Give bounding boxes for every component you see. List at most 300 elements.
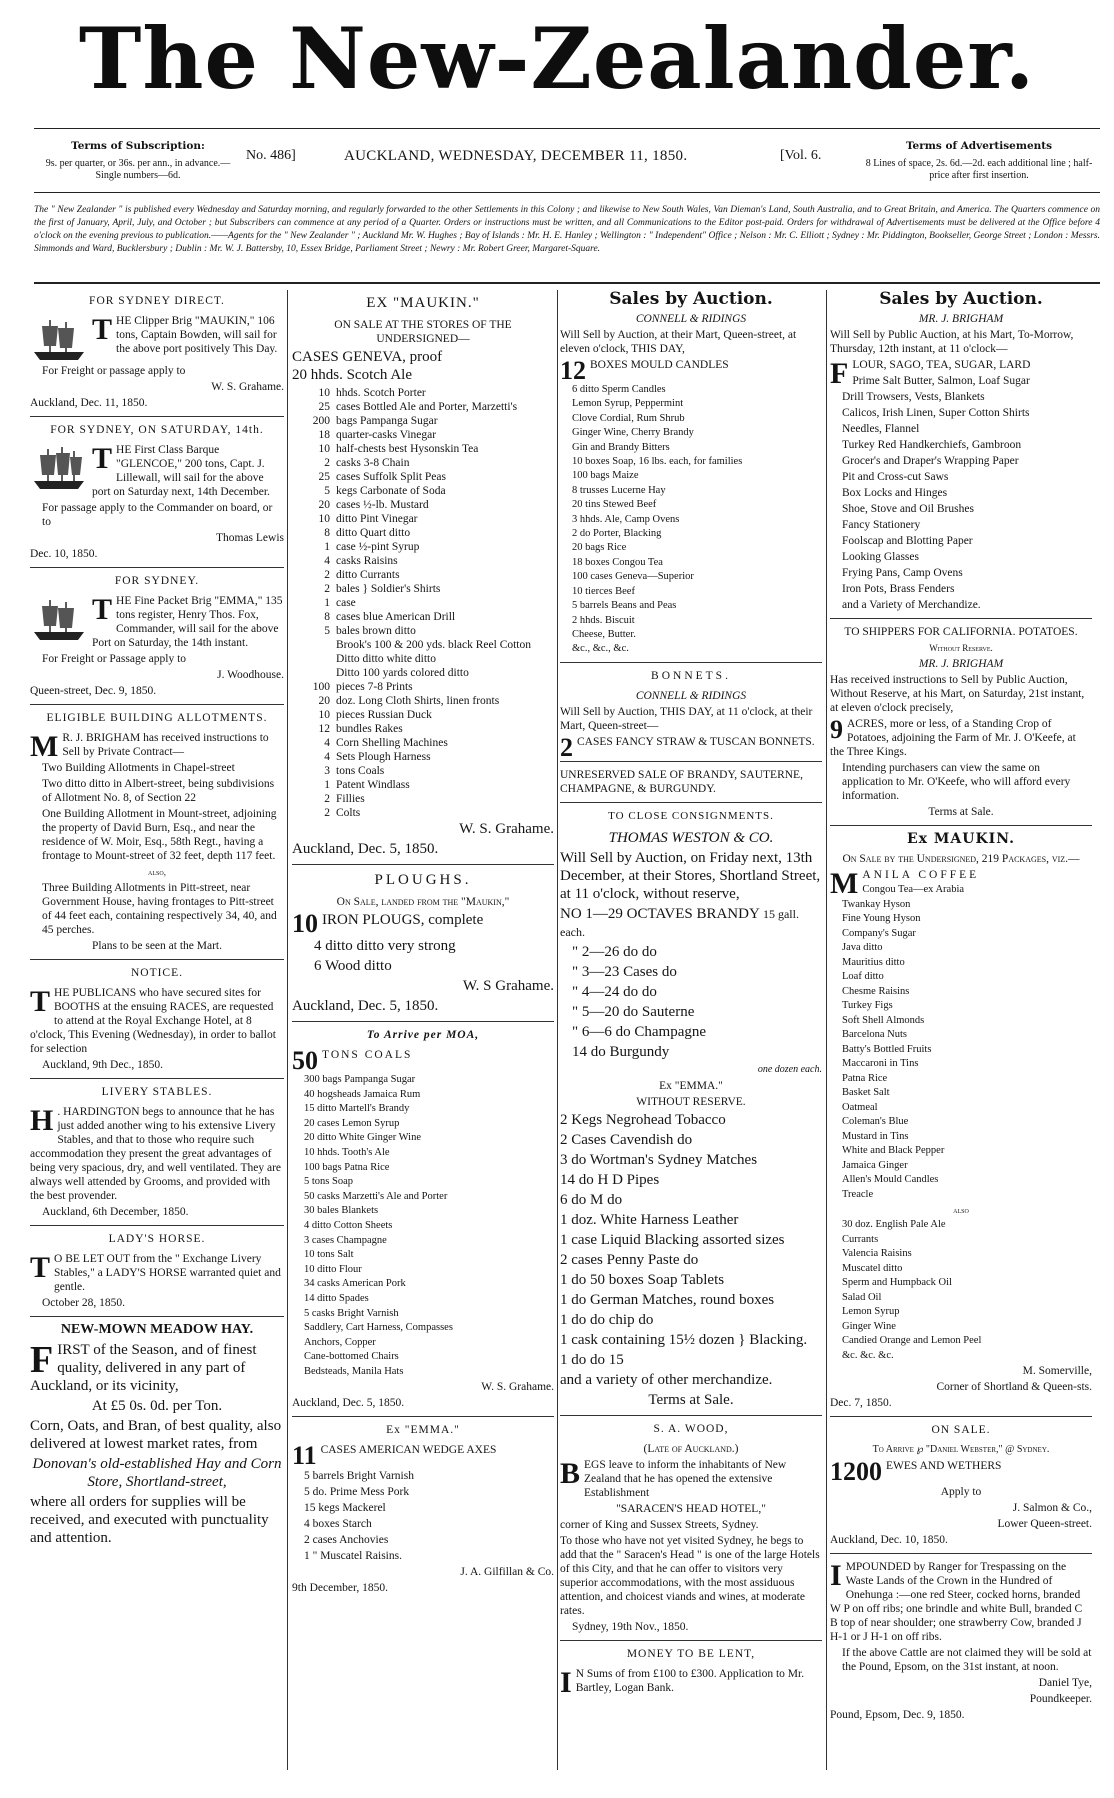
ad-date: Auckland, Dec. 5, 1850. [292, 841, 439, 857]
goods-item: Valencia Raisins [842, 1248, 912, 1259]
goods-item: 2 Kegs Negrohead Tobacco [560, 1111, 726, 1128]
ad-rule [30, 704, 284, 705]
ad-heading: ON SALE. [931, 1424, 991, 1436]
goods-item [292, 708, 554, 722]
goods-description: bags Pampanga Sugar [336, 415, 438, 427]
goods-item [292, 778, 554, 792]
goods-description: doz. Long Cloth Shirts, linen fronts [336, 695, 500, 707]
goods-item: 8 trusses Lucerne Hay [572, 484, 666, 496]
ad-heading: Ex MAUKIN. [907, 831, 1015, 847]
ad-signature: Thomas Lewis [215, 532, 284, 544]
goods-list [830, 374, 1092, 612]
ad-lead: CASES GENEVA, proof 20 hhds. Scotch Ale [292, 349, 443, 383]
goods-quantity: 2 [324, 457, 330, 469]
ad-text: On Sale, landed from the "Maukin," [336, 896, 510, 908]
column-3 [560, 290, 822, 1780]
ad-rule [560, 1640, 822, 1641]
list-item: 4 ditto ditto very strong [314, 938, 456, 954]
goods-item: White and Black Pepper [842, 1145, 945, 1156]
ad-body: THE PUBLICANS who have secured sites for BOOTHS at the ensuing RACES, are requested to attend at the Royal Exchange Hotel, at 8 o'clock, This Evening (Wednesday), in order to ballot for selection [30, 985, 276, 1055]
ad-body: Will Sell by Auction, at their Mart, Queen-street, at eleven o'clock, THIS DAY, [560, 329, 797, 355]
ad-heading: FOR SYDNEY DIRECT. [89, 295, 225, 307]
goods-item: 6 do M do [560, 1191, 623, 1208]
goods-description: bales brown ditto [336, 625, 416, 637]
goods-item: 4 boxes Starch [304, 1518, 372, 1531]
column-1 [30, 290, 284, 1780]
ad-lead: 2 CASES FANCY STRAW & TUSCAN BONNETS. [560, 732, 815, 762]
goods-item: 1 do do 15 [560, 1351, 624, 1368]
goods-quantity: 1 [324, 779, 330, 791]
ad-date: Auckland, Dec. 11, 1850. [30, 397, 148, 409]
ad-body: Has received instructions to Sell by Public Auction, Without Reserve, at his Mart, on Saturday, 21st instant, at eleven o'clock precisely, [830, 674, 1085, 714]
goods-item: Oatmeal [842, 1101, 878, 1113]
goods-list [292, 1469, 554, 1563]
ad-signature: W. S. Grahame. [211, 381, 284, 393]
ad-body: M R. J. BRIGHAM has received instructions to Sell by Private Contract— [30, 730, 269, 763]
goods-quantity: 18 [318, 429, 330, 441]
ad-text: (Late of Auckland.) [643, 1442, 739, 1455]
goods-item: Saddlery, Cart Harness, Compasses [304, 1322, 453, 1334]
ad-rule [830, 1416, 1092, 1417]
goods-item: 30 doz. English Pale Ale [842, 1219, 946, 1230]
ad-rule [292, 1021, 554, 1022]
ad-address: Lower Queen-street. [997, 1518, 1092, 1530]
ad-text: also, [148, 867, 166, 877]
issue-header [34, 134, 1100, 184]
goods-description: case ½-pint Syrup [336, 541, 420, 553]
goods-quantity [292, 652, 336, 666]
ship-icon [30, 445, 88, 491]
ad-text: and a variety of other merchandize. [560, 1371, 773, 1388]
goods-item: 20 cases Lemon Syrup [304, 1117, 400, 1129]
ad-heading: NEW-MOWN MEADOW HAY. [60, 1322, 254, 1337]
goods-item: 2 cases Anchovies [304, 1534, 389, 1547]
column-rule [557, 290, 558, 1770]
ad-text: corner of King and Sussex Streets, Sydney. [560, 1518, 759, 1531]
goods-item: Frying Pans, Camp Ovens [842, 567, 963, 579]
goods-item [292, 638, 554, 652]
goods-quantity: 4 [324, 555, 330, 567]
ad-rule [30, 959, 284, 960]
ad-date: Dec. 7, 1850. [830, 1397, 892, 1409]
dateline: AUCKLAND, WEDNESDAY, DECEMBER 11, 1850. [344, 148, 688, 164]
ad-signature: Daniel Tye, [1038, 1677, 1092, 1689]
goods-item: Calicos, Irish Linen, Super Cotton Shirts [842, 407, 1030, 419]
goods-description: Ditto 100 yards colored ditto [336, 667, 469, 679]
goods-description: Sets Plough Harness [336, 751, 431, 763]
goods-item: 1 do German Matches, round boxes [560, 1291, 775, 1308]
goods-item: 5 do. Prime Mess Pork [304, 1486, 410, 1499]
goods-description: hhds. Scotch Porter [336, 387, 426, 399]
goods-description: casks 3-8 Chain [336, 457, 410, 469]
goods-item [292, 470, 554, 484]
ad-heading: TO SHIPPERS FOR CALIFORNIA. POTATOES. [844, 626, 1078, 638]
goods-item [292, 596, 554, 610]
goods-description: quarter-casks Vinegar [336, 429, 437, 441]
ad-heading: Ex "EMMA." [386, 1424, 460, 1437]
goods-item: &c., &c., &c. [572, 643, 629, 655]
ad-signature: J. A. Gilfillan & Co. [460, 1566, 554, 1579]
ad-body: T O BE LET OUT from the " Exchange Livery Stables," a LADY'S HORSE warranted quiet and gentle. [30, 1251, 281, 1293]
goods-quantity: 5 [324, 485, 330, 497]
goods-item [292, 750, 554, 764]
ad-lead: 50 TONS COALS [292, 1046, 413, 1075]
goods-item: Cane-bottomed Chairs [304, 1351, 399, 1363]
goods-item: 14 do Burgundy [572, 1043, 670, 1060]
goods-item: Mauritius ditto [842, 956, 905, 968]
goods-quantity: 2 [324, 807, 330, 819]
goods-item: Lemon Syrup, Peppermint [572, 398, 684, 410]
ad-heading: BONNETS. [651, 669, 731, 682]
goods-description: Colts [336, 807, 361, 819]
ad-lead: NO 1—29 OCTAVES BRANDY 15 gall. each. [560, 905, 799, 939]
goods-quantity: 10 [318, 709, 330, 721]
goods-item: Anchors, Copper [304, 1336, 376, 1348]
goods-item: Jamaica Ginger [842, 1159, 908, 1171]
goods-item: Company's Sugar [842, 927, 916, 939]
ad-lead: 12 BOXES MOULD CANDLES [560, 356, 729, 385]
goods-item: 40 hogsheads Jamaica Rum [304, 1088, 421, 1100]
subscription-terms: Terms of Subscription: 9s. per quarter, or 36s. per ann., in advance.—Single numbers—6d. [45, 140, 231, 181]
goods-item: Coleman's Blue [842, 1116, 909, 1127]
goods-description: cases blue American Drill [336, 611, 456, 623]
goods-item: Clove Cordial, Rum Shrub [572, 412, 685, 424]
goods-item: 1 case Liquid Blacking assorted sizes [560, 1231, 785, 1248]
goods-item [292, 722, 554, 736]
goods-item: Loaf ditto [842, 971, 884, 982]
goods-item: Box Locks and Hinges [842, 487, 948, 499]
goods-item: 6 ditto Sperm Candles [572, 384, 666, 395]
goods-item: Chesme Raisins [842, 985, 910, 997]
goods-list [560, 384, 822, 656]
ad-heading: ELIGIBLE BUILDING ALLOTMENTS. [46, 712, 268, 724]
goods-item [292, 806, 554, 820]
goods-item: Shoe, Stove and Oil Brushes [842, 503, 974, 515]
ad-date: Sydney, 19th Nov., 1850. [572, 1620, 689, 1633]
goods-item: Prime Salt Butter, Salmon, Loaf Sugar [852, 375, 1030, 387]
goods-item: " 6—6 do Champagne [572, 1023, 707, 1040]
goods-item: 10 tierces Beef [572, 585, 635, 597]
ad-text: "SARACEN'S HEAD HOTEL," [616, 1502, 766, 1515]
goods-quantity [292, 666, 336, 680]
ad-text: For Freight or passage apply to [42, 365, 186, 377]
ad-rule [830, 618, 1092, 619]
goods-item [292, 652, 554, 666]
goods-list [292, 386, 554, 820]
ship-icon [30, 596, 88, 642]
ad-rule [30, 1225, 284, 1226]
ad-text: For Freight or Passage apply to [42, 653, 187, 665]
goods-quantity: 1 [324, 597, 330, 609]
ad-lead: FLOUR, SAGO, TEA, SUGAR, LARD [830, 357, 1031, 390]
goods-quantity: 4 [324, 751, 330, 763]
goods-item: and a Variety of Merchandize. [842, 599, 981, 611]
goods-item [292, 414, 554, 428]
goods-item: Candied Orange and Lemon Peel [842, 1335, 982, 1346]
ad-price: At £5 0s. 0d. per Ton. [91, 1398, 223, 1414]
ad-text: Terms at Sale. [648, 1391, 734, 1408]
list-item: Two Building Allotments in Chapel-street [42, 762, 235, 774]
ship-icon [30, 316, 88, 362]
ad-text: Without Reserve. [929, 643, 993, 653]
goods-item [292, 442, 554, 456]
ad-date: Pound, Epsom, Dec. 9, 1850. [830, 1709, 965, 1721]
goods-item: Congou Tea—ex Arabia [862, 884, 965, 895]
goods-item: 2 hhds. Biscuit [572, 614, 635, 626]
goods-item: 5 barrels Bright Varnish [304, 1470, 414, 1483]
ad-date: Auckland, Dec. 5, 1850. [292, 1397, 405, 1410]
goods-item [292, 624, 554, 638]
ad-body: THE Fine Packet Brig "EMMA," 135 tons register, Henry Thos. Fox, Commander, will sail for the above Port on Saturday, the 14th instant. [92, 593, 283, 649]
goods-description: half-chests best Hysonskin Tea [336, 443, 479, 455]
section-heading: Sales by Auction. [879, 290, 1043, 309]
ad-heading: TO CLOSE CONSIGNMENTS. [608, 809, 774, 822]
list-item: 6 Wood ditto [314, 958, 392, 974]
goods-quantity: 25 [318, 401, 330, 413]
goods-item: 1 doz. White Harness Leather [560, 1211, 739, 1228]
ad-note: one dozen each. [757, 1063, 822, 1075]
goods-quantity: 10 [318, 513, 330, 525]
ad-date: Auckland, 9th Dec., 1850. [42, 1059, 164, 1071]
ad-text: Corn, Oats, and Bran, of best quality, also delivered at lowest market rates, from [30, 1418, 282, 1452]
ad-signature: J. Woodhouse. [217, 669, 284, 681]
goods-item: 100 bags Patna Rice [304, 1161, 390, 1173]
goods-item: Twankay Hyson [842, 898, 911, 910]
ad-firm: CONNELL & RIDINGS [635, 313, 747, 325]
goods-item: Basket Salt [842, 1087, 890, 1098]
goods-item: 3 hhds. Ale, Camp Ovens [572, 513, 680, 525]
goods-item: 1 " Muscatel Raisins. [304, 1550, 402, 1563]
ad-date: Dec. 10, 1850. [30, 548, 98, 560]
goods-item [292, 666, 554, 680]
ad-lead: MANILA COFFEE [830, 867, 980, 900]
ad-signature: W. S. Grahame. [459, 821, 554, 837]
ad-heading: S. A. WOOD, [653, 1422, 729, 1435]
goods-item [292, 428, 554, 442]
ad-body: IMPOUNDED by Ranger for Trespassing on the Waste Lands of the Crown in the Hundred of Onehunga :—one red Steer, cocked horns, branded W P on off ribs; one brindle and white Bull, branded C B top of near shoulder; one strawberry Cow, branded J H-1 or J H-1 on off ribs. [830, 1559, 1083, 1643]
goods-item: Turkey Figs [842, 1000, 893, 1011]
goods-item: 18 boxes Congou Tea [572, 556, 663, 568]
ad-text: Intending purchasers can view the same on application to Mr. O'Keefe, who will afford every information. [842, 762, 1071, 802]
issue-number: No. 486] [246, 148, 296, 163]
masthead-rule [34, 128, 1100, 129]
ad-text: Plans to be seen at the Mart. [92, 940, 222, 952]
ad-firm: MR. J. BRIGHAM [918, 658, 1004, 670]
section-heading: Sales by Auction. [609, 290, 773, 309]
goods-item [292, 484, 554, 498]
column-2 [292, 290, 554, 1780]
publication-note: The " New Zealander " is published every Wednesday and Saturday morning, and regularly forwarded to the other Settlements in this Colony ; and likewise to New South Wales, Van Dieman's Land, South Australia, and to Great Britain, and America. The Quarters commence on the first of January, April, July, and October ; but Subscribers can commence at any period of a Quarter. Orders or instructions must be written, and all Communications to the Editor post-paid. Orders for withdrawal of Advertisements must be delivered at the Office before 4 o'clock on the evening previous to publication.——Agents for the " New Zealander " ; Auckland Mr. W. Hughes ; Bay of Islands : Mr. H. E. Hanley ; Wellington : " Independent" Office ; Nelson : Mr. C. Elliott ; Sydney : Mr. Piddington, Bookseller, George Street ; London : Messrs. Simmonds and Ward, Bucklersbury ; Dublin : Mr. W. J. Battersby, 10, Essex Bridge, Parliament Street ; Newry : Mr. Robert Greer, Margaret-Square. [34, 205, 1100, 254]
goods-quantity: 8 [324, 611, 330, 623]
ad-text: Terms at Sale. [928, 806, 994, 818]
goods-quantity: 100 [312, 681, 330, 693]
goods-item: 15 ditto Martell's Brandy [304, 1103, 410, 1115]
goods-quantity: 200 [312, 415, 330, 427]
ad-heading: MONEY TO BE LENT, [626, 1647, 756, 1660]
goods-item: Fine Young Hyson [842, 913, 921, 924]
ad-heading: LADY'S HORSE. [108, 1233, 206, 1245]
goods-item: Grocer's and Draper's Wrapping Paper [842, 455, 1019, 467]
goods-item: Soft Shell Almonds [842, 1014, 925, 1026]
goods-quantity: 20 [318, 695, 330, 707]
goods-item: Cheese, Butter. [572, 628, 636, 640]
goods-item: 5 tons Soap [304, 1176, 354, 1188]
goods-quantity: 20 [318, 499, 330, 511]
ad-rule [830, 825, 1092, 826]
ad-body: THE First Class Barque "GLENCOE," 200 tons, Capt. J. Lillewall, will sail for the above port on Saturday next, 14th December. [92, 442, 270, 498]
ad-body: I N Sums of from £100 to £300. Application to Mr. Bartley, Logan Bank. [560, 1665, 805, 1699]
ad-text: On Sale by the Undersigned, 219 Packages, viz.— [842, 853, 1080, 865]
goods-item: 20 bags Rice [572, 542, 627, 554]
goods-item: Muscatel ditto [842, 1262, 903, 1274]
goods-item: 14 ditto Spades [304, 1292, 369, 1304]
goods-item [292, 498, 554, 512]
goods-description: Brook's 100 & 200 yds. black Reel Cotton [336, 639, 532, 651]
ad-text: Donovan's old-established Hay and Corn Store, Shortland-street, [32, 1456, 282, 1490]
goods-item: Java ditto [842, 942, 883, 953]
ad-date: 9th December, 1850. [292, 1582, 388, 1595]
goods-description: Corn Shelling Machines [336, 737, 448, 749]
goods-quantity: 4 [324, 737, 330, 749]
goods-quantity: 2 [324, 793, 330, 805]
ad-heading: EX "MAUKIN." [366, 295, 480, 311]
goods-item [292, 736, 554, 750]
ad-text: Ex "EMMA." [659, 1079, 723, 1092]
goods-item: Allen's Mould Candles [842, 1174, 939, 1185]
goods-list [830, 1219, 1092, 1362]
goods-quantity: 5 [324, 625, 330, 637]
goods-list [560, 943, 822, 1061]
goods-quantity: 12 [318, 723, 330, 735]
goods-item: Sperm and Humpback Oil [842, 1277, 952, 1288]
goods-item: 5 barrels Beans and Peas [572, 600, 677, 612]
ad-heading: PLOUGHS. [374, 872, 472, 888]
goods-description: cases ½-lb. Mustard [336, 499, 429, 511]
goods-item: 15 kegs Mackerel [304, 1502, 386, 1515]
ad-firm: THOMAS WESTON & CO. [608, 829, 774, 846]
goods-description: tons Coals [336, 765, 385, 777]
goods-item: 3 cases Champagne [304, 1234, 387, 1246]
goods-description: Fillies [336, 793, 365, 805]
ad-text: also [953, 1205, 969, 1215]
volume-number: [Vol. 6. [780, 148, 822, 163]
ad-heading: UNRESERVED SALE OF BRANDY, SAUTERNE, CHAMPAGNE, & BURGUNDY. [560, 768, 803, 795]
goods-quantity: 2 [324, 583, 330, 595]
goods-item [292, 512, 554, 526]
goods-item [292, 568, 554, 582]
ad-rule [292, 864, 554, 865]
goods-item: 50 casks Marzetti's Ale and Porter [304, 1190, 448, 1202]
goods-item: 3 do Wortman's Sydney Matches [560, 1151, 758, 1168]
ad-lead: 1200 EWES AND WETHERS [830, 1457, 1002, 1486]
goods-description: Ditto ditto white ditto [336, 653, 436, 665]
ad-text: where all orders for supplies will be received, and executed with punctuality and attention. [30, 1494, 269, 1546]
ad-firm: CONNELL & RIDINGS [635, 689, 747, 702]
goods-item: 300 bags Pampanga Sugar [304, 1074, 416, 1085]
ad-text: Apply to [940, 1486, 982, 1498]
goods-quantity: 2 [324, 569, 330, 581]
ad-rule [560, 662, 822, 663]
goods-description: cases Bottled Ale and Porter, Marzetti's [336, 401, 518, 413]
goods-description: Patent Windlass [336, 779, 410, 791]
goods-item: Bedsteads, Manila Hats [304, 1365, 404, 1377]
ad-rule [560, 802, 822, 803]
goods-item: 14 do H D Pipes [560, 1171, 660, 1188]
goods-item: Turkey Red Handkerchiefs, Gambroon [842, 439, 1022, 451]
ad-firm: MR. J. BRIGHAM [918, 313, 1004, 325]
goods-item: Drill Trowsers, Vests, Blankets [842, 391, 985, 403]
masthead [0, 6, 1114, 112]
ad-body: FIRST of the Season, and of finest quality, delivered in any part of Auckland, or its vicinity, [30, 1339, 257, 1394]
ad-lead: 9 ACRES, more or less, of a Standing Crop of Potatoes, adjoining the Farm of Mr. J. O'Keefe, at the Three Kings. [830, 715, 1076, 758]
goods-item: &c. &c. &c. [842, 1349, 894, 1361]
goods-item [292, 386, 554, 400]
goods-item: 2 cases Penny Paste do [560, 1251, 699, 1268]
goods-quantity: 8 [324, 527, 330, 539]
goods-quantity: 1 [324, 541, 330, 553]
goods-item: Pit and Cross-cut Saws [842, 471, 949, 483]
goods-quantity: 10 [318, 387, 330, 399]
list-item: Two ditto ditto in Albert-street, being subdivisions of Allotment No. 8, of Section 22 [42, 778, 275, 804]
goods-item: " 4—24 do do [572, 983, 657, 1000]
ad-signature: M. Somerville, [1022, 1365, 1092, 1377]
goods-item: Lemon Syrup [842, 1306, 900, 1317]
goods-description: ditto Quart ditto [336, 527, 411, 539]
goods-item: Fancy Stationery [842, 519, 921, 531]
ad-lead: 10 IRON PLOUGS, complete [292, 909, 484, 938]
ad-text: If the above Cattle are not claimed they will be sold at the Pound, Epsom, on the 31st instant, at noon. [842, 1647, 1092, 1673]
ad-heading: LIVERY STABLES. [101, 1086, 213, 1098]
goods-item: Maccaroni in Tins [842, 1058, 919, 1069]
goods-list [560, 1111, 822, 1369]
goods-quantity: 10 [318, 443, 330, 455]
ad-rule [30, 567, 284, 568]
ad-rule [30, 1316, 284, 1317]
goods-item [292, 582, 554, 596]
ad-text: To those who have not yet visited Sydney, he begs to add that the " Saracen's Head " is one of the large Hotels of this City, and that he can offer to visitors very superior accommodations, with the most assiduous attention, and choicest viands and wines, at moderate rates. [560, 1534, 820, 1617]
goods-item: 34 casks American Pork [304, 1278, 406, 1290]
goods-item: Salad Oil [842, 1291, 882, 1303]
ad-rule [292, 1416, 554, 1417]
goods-quantity: 25 [318, 471, 330, 483]
header-rule [34, 192, 1100, 193]
newspaper-title: The New-Zealander. [78, 9, 1036, 108]
goods-item: 100 bags Maize [572, 470, 639, 482]
goods-item: Mustard in Tins [842, 1130, 909, 1142]
goods-item: Ginger Wine, Cherry Brandy [572, 427, 694, 439]
ad-text: To Arrive ℘ "Daniel Webster," @ Sydney. [872, 1444, 1050, 1455]
body-rule [34, 282, 1100, 284]
goods-description: pieces Russian Duck [336, 709, 432, 721]
goods-item: Patna Rice [842, 1072, 888, 1084]
ad-body: BEGS leave to inform the inhabitants of New Zealand that he has opened the extensive Establishment [560, 1456, 787, 1499]
ad-body: H . HARDINGTON begs to announce that he has just added another wing to his extensive Livery Stables, and that to those who require such accommodation they present the great advantages of being very spacious, dry, and well ventilated. They are always well attended by Grooms, and provided with the best provender. [30, 1104, 282, 1202]
ad-address: Corner of Shortland & Queen-sts. [936, 1381, 1092, 1393]
goods-item: 20 ditto White Ginger Wine [304, 1132, 422, 1144]
goods-item [292, 694, 554, 708]
goods-item [292, 456, 554, 470]
goods-description: bales } Soldier's Shirts [336, 583, 441, 595]
goods-description: kegs Carbonate of Soda [336, 485, 446, 497]
ad-date: Auckland, 6th December, 1850. [42, 1206, 189, 1218]
goods-item [292, 526, 554, 540]
goods-item [292, 792, 554, 806]
ad-body: Will Sell by Auction, on Friday next, 13th December, at their Stores, Shortland Street, at 11 o'clock, without reserve, [560, 849, 821, 902]
goods-description: pieces 7-8 Prints [336, 681, 413, 693]
ad-text: For passage apply to the Commander on board, or to [42, 502, 273, 528]
goods-description: bundles Rakes [336, 723, 403, 735]
goods-description: ditto Pint Vinegar [336, 513, 418, 525]
